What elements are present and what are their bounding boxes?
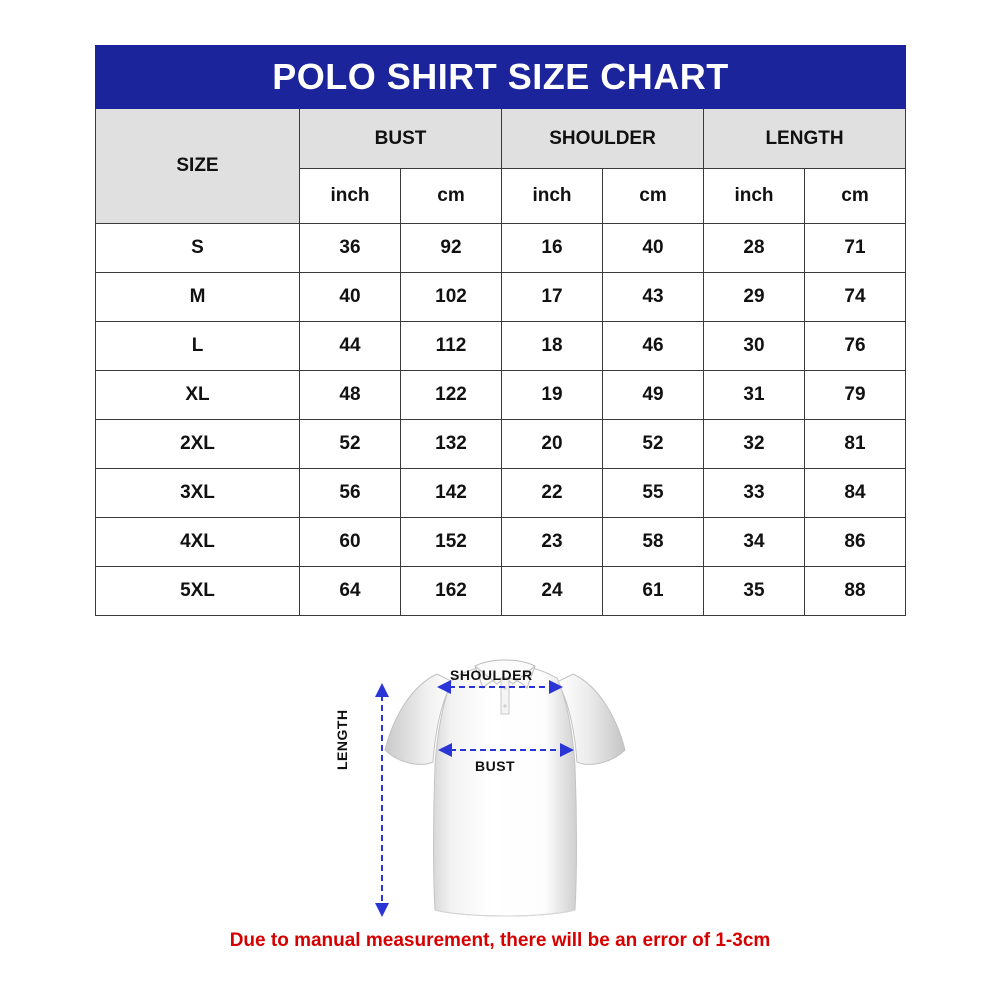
table-title-row: [96, 46, 906, 109]
column-header-shoulder: SHOULDER: [502, 109, 704, 169]
cell-length-cm: 71: [805, 224, 906, 273]
size-chart-table: [95, 45, 906, 616]
table-group-header-row: [96, 109, 906, 169]
cell-size: 3XL: [96, 469, 300, 518]
cell-length-inch: 31: [704, 371, 805, 420]
cell-shoulder-cm: 43: [603, 273, 704, 322]
cell-length-cm: 76: [805, 322, 906, 371]
unit-length-cm: cm: [805, 169, 906, 224]
cell-length-inch: 30: [704, 322, 805, 371]
unit-shoulder-inch: inch: [502, 169, 603, 224]
cell-shoulder-cm: 58: [603, 518, 704, 567]
cell-size: XL: [96, 371, 300, 420]
cell-size: L: [96, 322, 300, 371]
table-row: [96, 420, 906, 469]
cell-bust-cm: 122: [401, 371, 502, 420]
measurement-note: Due to manual measurement, there will be an error of 1-3cm: [229, 930, 771, 951]
unit-shoulder-cm: cm: [603, 169, 704, 224]
column-header-size: SIZE: [96, 109, 300, 224]
cell-shoulder-inch: 23: [502, 518, 603, 567]
cell-bust-cm: 92: [401, 224, 502, 273]
cell-bust-cm: 142: [401, 469, 502, 518]
cell-shoulder-cm: 46: [603, 322, 704, 371]
cell-bust-cm: 102: [401, 273, 502, 322]
column-header-bust: BUST: [300, 109, 502, 169]
cell-shoulder-inch: 16: [502, 224, 603, 273]
unit-bust-cm: cm: [401, 169, 502, 224]
cell-length-inch: 32: [704, 420, 805, 469]
cell-bust-inch: 52: [300, 420, 401, 469]
table-row: [96, 273, 906, 322]
cell-bust-inch: 44: [300, 322, 401, 371]
table-row: [96, 371, 906, 420]
cell-shoulder-cm: 55: [603, 469, 704, 518]
table-row: [96, 518, 906, 567]
cell-shoulder-inch: 18: [502, 322, 603, 371]
cell-size: S: [96, 224, 300, 273]
cell-bust-inch: 48: [300, 371, 401, 420]
cell-shoulder-inch: 20: [502, 420, 603, 469]
shoulder-label: SHOULDER: [450, 667, 533, 683]
cell-shoulder-inch: 22: [502, 469, 603, 518]
cell-bust-cm: 132: [401, 420, 502, 469]
cell-length-inch: 33: [704, 469, 805, 518]
cell-shoulder-cm: 49: [603, 371, 704, 420]
cell-size: M: [96, 273, 300, 322]
cell-bust-inch: 64: [300, 567, 401, 616]
cell-length-inch: 34: [704, 518, 805, 567]
cell-shoulder-cm: 52: [603, 420, 704, 469]
measurement-illustration: [334, 630, 670, 930]
bust-label: BUST: [475, 758, 516, 774]
table-row: [96, 469, 906, 518]
cell-bust-cm: 152: [401, 518, 502, 567]
cell-length-cm: 74: [805, 273, 906, 322]
unit-length-inch: inch: [704, 169, 805, 224]
cell-shoulder-cm: 40: [603, 224, 704, 273]
cell-shoulder-inch: 19: [502, 371, 603, 420]
page-title: POLO SHIRT SIZE CHART: [96, 46, 906, 109]
cell-length-inch: 28: [704, 224, 805, 273]
cell-shoulder-inch: 17: [502, 273, 603, 322]
cell-length-cm: 86: [805, 518, 906, 567]
cell-bust-inch: 56: [300, 469, 401, 518]
cell-length-cm: 88: [805, 567, 906, 616]
cell-length-cm: 81: [805, 420, 906, 469]
cell-length-inch: 29: [704, 273, 805, 322]
table-row: [96, 322, 906, 371]
cell-bust-cm: 162: [401, 567, 502, 616]
length-label: LENGTH: [334, 709, 350, 770]
table-row: [96, 567, 906, 616]
cell-bust-inch: 36: [300, 224, 401, 273]
unit-bust-inch: inch: [300, 169, 401, 224]
cell-length-cm: 79: [805, 371, 906, 420]
cell-bust-inch: 60: [300, 518, 401, 567]
column-header-length: LENGTH: [704, 109, 906, 169]
cell-size: 2XL: [96, 420, 300, 469]
cell-bust-cm: 112: [401, 322, 502, 371]
cell-size: 5XL: [96, 567, 300, 616]
size-chart-table-wrapper: [95, 45, 905, 616]
cell-size: 4XL: [96, 518, 300, 567]
cell-shoulder-cm: 61: [603, 567, 704, 616]
table-row: [96, 224, 906, 273]
cell-bust-inch: 40: [300, 273, 401, 322]
cell-length-inch: 35: [704, 567, 805, 616]
cell-shoulder-inch: 24: [502, 567, 603, 616]
cell-length-cm: 84: [805, 469, 906, 518]
